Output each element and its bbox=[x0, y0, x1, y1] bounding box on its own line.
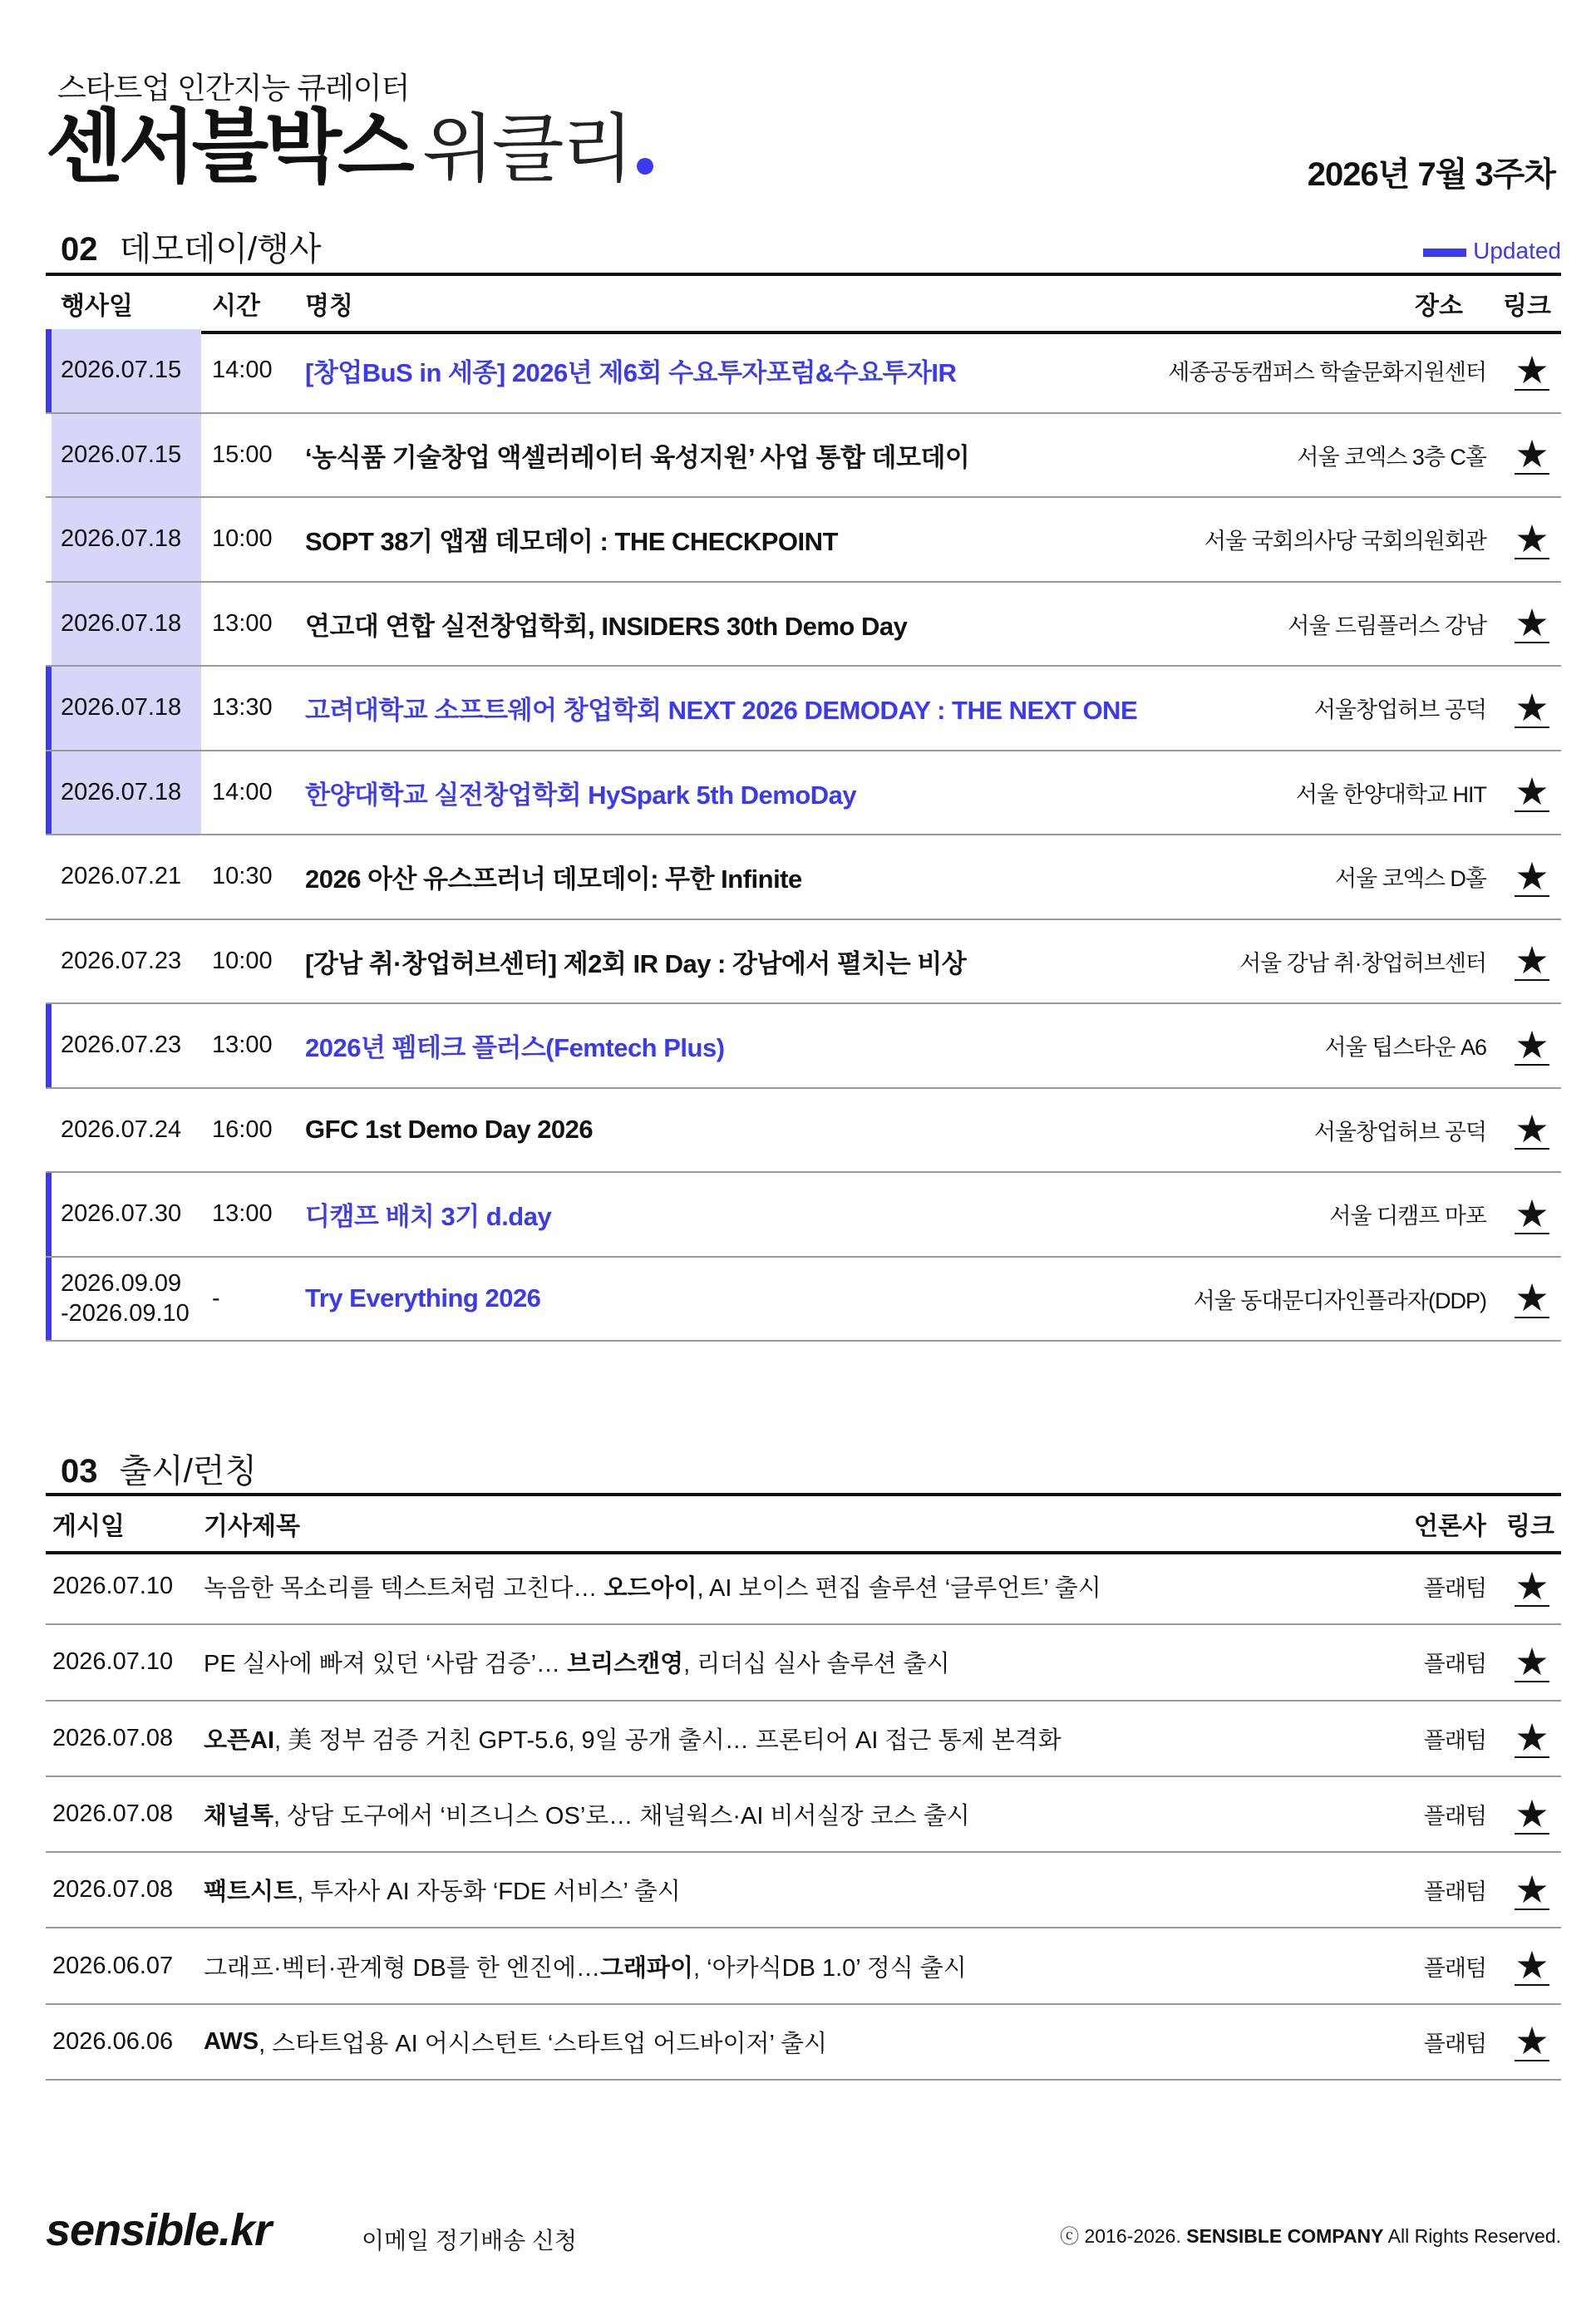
event-link-icon[interactable] bbox=[1511, 920, 1553, 1003]
event-date: 2026.07.18 bbox=[61, 609, 182, 637]
event-place: 서울 코엑스 D홀 bbox=[1335, 866, 1486, 892]
header-place: 장소 bbox=[1415, 293, 1463, 320]
header-link: 링크 bbox=[1503, 293, 1551, 320]
event-time: 14:00 bbox=[212, 778, 273, 805]
event-date-end: -2026.09.10 bbox=[61, 1300, 190, 1327]
event-link-icon[interactable] bbox=[1511, 583, 1553, 666]
header-link: 링크 bbox=[1506, 1513, 1554, 1540]
event-link-icon[interactable] bbox=[1511, 329, 1553, 412]
event-time: 13:30 bbox=[212, 694, 273, 722]
event-name: 연고대 연합 실전창업학회, INSIDERS 30th Demo Day bbox=[305, 611, 908, 641]
star-icon[interactable]: ★ bbox=[1515, 347, 1549, 392]
event-link-icon[interactable] bbox=[1511, 414, 1553, 497]
event-name: 디캠프 배치 3기 d.day bbox=[305, 1202, 552, 1232]
event-name: Try Everything 2026 bbox=[305, 1283, 541, 1313]
event-place: 서울 강남 취·창업허브센터 bbox=[1239, 950, 1486, 976]
launch-press: 플래텀 bbox=[1423, 1804, 1486, 1830]
event-name: 2026년 펨테크 플러스(Femtech Plus) bbox=[305, 1033, 725, 1063]
subscribe-link[interactable]: 이메일 정기배송 신청 bbox=[362, 2228, 577, 2253]
launch-title bbox=[204, 1777, 970, 1851]
launch-date: 2026.06.07 bbox=[52, 1952, 174, 1979]
event-date: 2026.07.23 bbox=[61, 1032, 182, 1059]
launch-link-icon[interactable] bbox=[1511, 1702, 1553, 1776]
launch-title-post: , 리더십 실사 솔루션 출시 bbox=[683, 1651, 950, 1678]
star-icon[interactable]: ★ bbox=[1515, 854, 1549, 898]
event-row bbox=[46, 1173, 1561, 1258]
event-name: ‘농식품 기술창업 액셀러레이터 육성지원’ 사업 통합 데모데이 bbox=[305, 442, 970, 472]
event-link-icon[interactable] bbox=[1511, 1173, 1553, 1256]
event-place: 서울 국회의사당 국회의원회관 bbox=[1204, 529, 1486, 554]
launch-title-company: 오드아이 bbox=[603, 1575, 697, 1603]
copyright-post: All Rights Reserved. bbox=[1383, 2225, 1561, 2247]
star-icon[interactable]: ★ bbox=[1515, 2019, 1549, 2063]
event-date: 2026.07.30 bbox=[61, 1200, 182, 1228]
header-name: 명칭 bbox=[305, 293, 353, 320]
event-time: 10:30 bbox=[212, 863, 273, 890]
launch-row bbox=[46, 2005, 1561, 2081]
event-time: 13:00 bbox=[212, 609, 273, 637]
launch-row bbox=[46, 1777, 1561, 1853]
event-row bbox=[46, 414, 1561, 499]
star-icon[interactable]: ★ bbox=[1515, 1716, 1549, 1760]
kicker: 스타트업 인간지능 큐레이터 bbox=[57, 71, 410, 105]
launch-title bbox=[204, 1549, 1101, 1623]
star-icon[interactable]: ★ bbox=[1515, 432, 1549, 476]
event-date: 2026.07.15 bbox=[61, 357, 182, 384]
event-name: SOPT 38기 앱잼 데모데이 : THE CHECKPOINT bbox=[305, 527, 838, 557]
launch-title bbox=[204, 1853, 681, 1927]
event-place: 세종공동캠퍼스 학술문화지원센터 bbox=[1168, 360, 1486, 386]
event-date-start: 2026.09.09 bbox=[61, 1270, 182, 1297]
event-time: 13:00 bbox=[212, 1200, 273, 1228]
launch-title-pre: 녹음한 목소리를 텍스트처럼 고친다… bbox=[204, 1575, 604, 1603]
launch-link-icon[interactable] bbox=[1511, 1625, 1553, 1699]
star-icon[interactable]: ★ bbox=[1515, 1639, 1549, 1683]
star-icon[interactable]: ★ bbox=[1515, 1191, 1549, 1235]
event-place: 서울 코엑스 3층 C홀 bbox=[1297, 444, 1486, 470]
updated-legend-label: Updated bbox=[1473, 238, 1561, 263]
launch-link-icon[interactable] bbox=[1511, 1777, 1553, 1851]
events-table-header bbox=[46, 273, 1561, 334]
launch-title-pre: PE 실사에 빠져 있던 ‘사람 검증’… bbox=[204, 1651, 568, 1678]
launch-press: 플래텀 bbox=[1423, 1576, 1486, 1602]
event-place: 서울 드림플러스 강남 bbox=[1288, 613, 1486, 638]
brand-light: 위클리 bbox=[421, 108, 632, 191]
event-time: 14:00 bbox=[212, 357, 273, 384]
events-section-number: 02 bbox=[61, 231, 98, 268]
event-date: 2026.07.18 bbox=[61, 525, 182, 553]
page-footer bbox=[46, 2204, 1561, 2254]
updated-legend bbox=[1423, 238, 1561, 264]
star-icon[interactable]: ★ bbox=[1515, 1867, 1549, 1911]
launch-title bbox=[204, 2005, 827, 2079]
event-time: 13:00 bbox=[212, 1032, 273, 1059]
event-date: 2026.07.15 bbox=[61, 441, 182, 468]
copyright bbox=[1060, 2221, 1561, 2248]
star-icon[interactable]: ★ bbox=[1515, 1022, 1549, 1066]
launch-title-post: , 투자사 AI 자동화 ‘FDE 서비스’ 출시 bbox=[297, 1879, 681, 1906]
copyright-pre: ⓒ 2016-2026. bbox=[1060, 2225, 1187, 2247]
event-time: 10:00 bbox=[212, 525, 273, 553]
star-icon[interactable]: ★ bbox=[1515, 685, 1549, 729]
launch-link-icon[interactable] bbox=[1511, 1549, 1553, 1623]
launches-section-title bbox=[61, 1445, 257, 1492]
launch-date: 2026.07.08 bbox=[52, 1724, 174, 1751]
event-place: 서울 팁스타운 A6 bbox=[1324, 1035, 1486, 1061]
launch-title-company: 그래파이 bbox=[599, 1954, 694, 1982]
event-link-icon[interactable] bbox=[1511, 1004, 1553, 1087]
launch-title-post: , 美 정부 검증 거친 GPT-5.6, 9일 공개 출시… 프론티어 AI 접근 통제 본격화 bbox=[274, 1726, 1062, 1754]
event-date: 2026.07.24 bbox=[61, 1116, 182, 1143]
launch-title-post: , 스타트업용 AI 어시스턴트 ‘스타트업 어드바이저’ 출시 bbox=[259, 2030, 827, 2057]
event-time: 15:00 bbox=[212, 441, 273, 468]
event-row bbox=[46, 1258, 1561, 1342]
event-date: 2026.07.23 bbox=[61, 947, 182, 974]
launch-title-company: 팩트시트 bbox=[204, 1879, 298, 1906]
event-row bbox=[46, 751, 1561, 836]
event-row bbox=[46, 1089, 1561, 1174]
events-section-label: 데모데이/행사 bbox=[119, 231, 322, 268]
launch-date: 2026.07.10 bbox=[52, 1573, 174, 1600]
brand-bold: 센서블박스 bbox=[46, 103, 411, 192]
event-place: 서울창업허브 공덕 bbox=[1313, 1119, 1486, 1145]
launch-row bbox=[46, 1702, 1561, 1777]
event-name: 고려대학교 소프트웨어 창업학회 NEXT 2026 DEMODAY : THE NEXT ONE bbox=[305, 696, 1138, 726]
event-name: GFC 1st Demo Day 2026 bbox=[305, 1115, 594, 1145]
event-time: 16:00 bbox=[212, 1116, 273, 1143]
event-row bbox=[46, 920, 1561, 1005]
event-link-icon[interactable] bbox=[1511, 1258, 1553, 1341]
events-section-title bbox=[61, 223, 321, 270]
star-icon[interactable]: ★ bbox=[1515, 601, 1549, 645]
event-link-icon[interactable] bbox=[1511, 835, 1553, 919]
launch-row bbox=[46, 1853, 1561, 1928]
event-row bbox=[46, 498, 1561, 583]
event-name: [강남 취·창업허브센터] 제2회 IR Day : 강남에서 펼치는 비상 bbox=[305, 948, 967, 978]
event-row bbox=[46, 583, 1561, 667]
launch-title-pre: 그래프·벡터·관계형 DB를 한 엔진에… bbox=[204, 1954, 600, 1982]
event-link-icon[interactable] bbox=[1511, 667, 1553, 750]
star-icon[interactable]: ★ bbox=[1515, 1564, 1549, 1608]
launches-table-header bbox=[46, 1493, 1561, 1554]
event-name: 한양대학교 실전창업학회 HySpark 5th DemoDay bbox=[305, 780, 857, 810]
launch-press: 플래텀 bbox=[1423, 1955, 1486, 1981]
event-row bbox=[46, 329, 1561, 414]
brand-title bbox=[46, 103, 653, 192]
launch-title-post: , 상담 도구에서 ‘비즈니스 OS’로… 채널웍스·AI 비서실장 코스 출시 bbox=[273, 1803, 970, 1830]
event-row bbox=[46, 835, 1561, 920]
launch-row bbox=[46, 1625, 1561, 1701]
brand-dot-icon bbox=[637, 158, 653, 175]
launch-title-company: 오픈AI bbox=[204, 1726, 275, 1754]
launch-press: 플래텀 bbox=[1423, 1727, 1486, 1753]
launch-date: 2026.06.06 bbox=[52, 2027, 174, 2055]
event-row bbox=[46, 1004, 1561, 1089]
event-place: 서울 한양대학교 HIT bbox=[1295, 781, 1486, 807]
event-date: 2026.07.21 bbox=[61, 863, 182, 890]
launch-press: 플래텀 bbox=[1423, 2031, 1486, 2056]
launches-section-label: 출시/런칭 bbox=[119, 1453, 258, 1490]
event-date bbox=[61, 1258, 190, 1341]
header-article-title: 기사제목 bbox=[204, 1513, 300, 1540]
launch-date: 2026.07.08 bbox=[52, 1800, 174, 1828]
header-press: 언론사 bbox=[1414, 1513, 1486, 1540]
star-icon[interactable]: ★ bbox=[1515, 1276, 1549, 1320]
event-date: 2026.07.18 bbox=[61, 778, 182, 805]
launch-title bbox=[204, 1625, 950, 1699]
event-link-icon[interactable] bbox=[1511, 751, 1553, 835]
launch-title-company: AWS bbox=[204, 2027, 259, 2055]
event-place: 서울 디캠프 마포 bbox=[1329, 1204, 1486, 1229]
launch-title bbox=[204, 1929, 967, 2003]
event-link-icon[interactable] bbox=[1511, 1089, 1553, 1172]
launch-date: 2026.07.08 bbox=[52, 1876, 174, 1904]
launch-title bbox=[204, 1702, 1062, 1776]
events-section bbox=[46, 223, 1561, 1345]
header-date: 행사일 bbox=[61, 293, 133, 320]
event-time: - bbox=[212, 1284, 220, 1312]
footer-logo[interactable]: sensible.kr bbox=[46, 2205, 272, 2255]
issue-label: 2026년 7월 3주차 bbox=[1307, 156, 1555, 193]
launch-row bbox=[46, 1929, 1561, 2005]
event-place: 서울창업허브 공덕 bbox=[1313, 697, 1486, 723]
launch-press: 플래텀 bbox=[1423, 1652, 1486, 1677]
launch-link-icon[interactable] bbox=[1511, 2005, 1553, 2079]
header-posted-date: 게시일 bbox=[52, 1513, 125, 1540]
star-icon[interactable]: ★ bbox=[1515, 516, 1549, 560]
event-row bbox=[46, 667, 1561, 751]
header-time: 시간 bbox=[212, 293, 260, 320]
launch-title-post: , AI 보이스 편집 솔루션 ‘글루언트’ 출시 bbox=[697, 1575, 1101, 1603]
launches-section bbox=[46, 1445, 1561, 2093]
launch-press: 플래텀 bbox=[1423, 1879, 1486, 1905]
star-icon[interactable]: ★ bbox=[1515, 1107, 1549, 1151]
star-icon[interactable]: ★ bbox=[1515, 1943, 1549, 1987]
launches-section-number: 03 bbox=[61, 1453, 98, 1490]
updated-swatch-icon bbox=[1423, 249, 1466, 257]
launch-title-company: 브리스캔영 bbox=[567, 1651, 684, 1678]
star-icon[interactable]: ★ bbox=[1515, 938, 1549, 983]
copyright-company: SENSIBLE COMPANY bbox=[1186, 2225, 1384, 2247]
event-date: 2026.07.18 bbox=[61, 694, 182, 722]
event-name: 2026 아산 유스프러너 데모데이: 무한 Infinite bbox=[305, 864, 802, 894]
launch-link-icon[interactable] bbox=[1511, 1929, 1553, 2003]
event-name: [창업BuS in 세종] 2026년 제6회 수요투자포럼&수요투자IR bbox=[305, 358, 957, 388]
event-place: 서울 동대문디자인플라자(DDP) bbox=[1193, 1288, 1486, 1313]
event-time: 10:00 bbox=[212, 947, 273, 974]
star-icon[interactable]: ★ bbox=[1515, 1791, 1549, 1835]
star-icon[interactable]: ★ bbox=[1515, 770, 1549, 814]
launch-title-post: , ‘아카식DB 1.0’ 정식 출시 bbox=[693, 1954, 967, 1982]
launch-title-company: 채널톡 bbox=[204, 1803, 274, 1830]
launch-row bbox=[46, 1549, 1561, 1625]
launch-date: 2026.07.10 bbox=[52, 1648, 174, 1676]
event-link-icon[interactable] bbox=[1511, 498, 1553, 581]
launch-link-icon[interactable] bbox=[1511, 1853, 1553, 1927]
